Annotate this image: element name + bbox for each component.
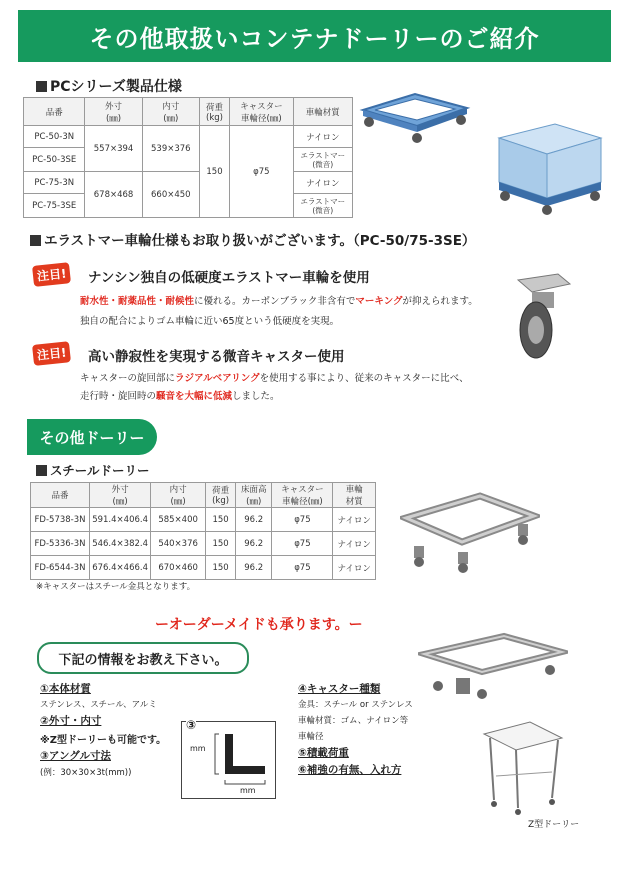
cell-material: ナイロン [333,556,376,580]
cell-material: エラストマー (微音) [293,148,352,172]
th-load: 荷重 (kg) [199,98,229,126]
cell-height: 96.2 [236,556,272,580]
container-on-dolly-image [495,120,605,215]
square-bullet-icon [36,465,47,476]
feature1-badge: 注目! [33,264,70,285]
feature2-heading: 高い静寂性を実現する微音キャスター使用 [88,349,345,365]
th-outer: 外寸 (㎜) [90,483,151,508]
feature1-heading: ナンシン独自の低硬度エラストマー車輪を使用 [88,270,370,286]
th-inner: 内寸 (㎜) [151,483,206,508]
cell-height: 96.2 [236,508,272,532]
table-row [31,532,376,556]
th-height: 床面高 (㎜) [236,483,272,508]
z-type-caption: Z型ドーリー [528,820,580,830]
cell-outer: 676.4×466.4 [90,556,151,580]
item-caster-type: ④キャスター種類 [298,683,381,695]
steel-dolly-image [400,488,540,578]
th-caster: キャスター 車輪径(㎜) [230,98,294,126]
cell-material: ナイロン [293,126,352,148]
steel-dolly-title-text: スチールドーリー [50,463,150,478]
square-bullet-icon [30,235,41,246]
th-material: 車輪 材質 [333,483,376,508]
order-made-heading: ーオーダーメイドも承ります。ー [155,617,363,633]
page-banner: その他取扱いコンテナドーリーのご紹介 [18,10,611,62]
cell-material: エラストマー (微音) [293,194,352,218]
z-type-dolly-image [478,716,568,816]
feature2-badge: 注目! [33,343,70,364]
cell-material: ナイロン [333,532,376,556]
cell-inner: 540×376 [151,532,206,556]
cell-caster: φ75 [272,508,333,532]
item-reinforcement: ⑥補強の有無、入れ方 [298,764,402,776]
cell-inner: 539×376 [142,126,199,172]
caster-note: ※キャスターはスチール金具となります。 [36,582,196,592]
other-dollies-label: その他ドーリー [27,419,157,455]
square-bullet-icon [36,81,47,92]
item-material-detail: ステンレス、スチール、アルミ [40,700,157,710]
cell-caster: φ75 [272,532,333,556]
table-row [31,508,376,532]
th-outer: 外寸 (㎜) [85,98,142,126]
angle-shape-icon [195,728,275,788]
feature1-line1: 耐水性・耐薬品性・耐候性に優れる。カーボンブラック非含有でマーキングが抑えられます。 [80,296,478,307]
cell-code: PC-75-3SE [24,194,85,218]
elastomer-title-text: エラストマー車輪仕様もお取り扱いがございます。（PC-50/75-3SE） [44,233,476,249]
th-code: 品番 [24,98,85,126]
angle-mm-vertical: mm [190,744,206,753]
cell-code: PC-75-3N [24,172,85,194]
cell-outer: 557×394 [85,126,142,172]
th-material: 車輪材質 [293,98,352,126]
angle-mm-horizontal: mm [240,786,256,795]
cell-outer: 591.4×406.4 [90,508,151,532]
item-angle: ③アングル寸法 [40,750,111,762]
cell-code: PC-50-3SE [24,148,85,172]
item-angle-detail: (例：30×30×3t(mm)) [40,768,132,778]
cell-code: FD-5738-3N [31,508,90,532]
pc-series-title-text: PCシリーズ製品仕様 [50,79,182,95]
cell-material: ナイロン [293,172,352,194]
caster-image [496,270,576,360]
cell-code: FD-5336-3N [31,532,90,556]
cell-load: 150 [199,126,229,218]
cell-load: 150 [206,532,236,556]
elastomer-title [30,229,475,249]
cell-material: ナイロン [333,508,376,532]
cell-load: 150 [206,556,236,580]
th-load: 荷重 (kg) [206,483,236,508]
cell-outer: 546.4×382.4 [90,532,151,556]
cell-outer: 678×468 [85,172,142,218]
item-load: ⑤積載荷重 [298,747,349,759]
th-inner: 内寸 (㎜) [142,98,199,126]
pc-spec-table [23,97,353,218]
steel-dolly-title [36,461,150,479]
pc-series-title [36,76,182,96]
cell-caster: φ75 [272,556,333,580]
feature2-line1: キャスターの旋回部にラジアルベアリングを使用する事により、従来のキャスターに比べ、 [80,373,469,384]
angle-diagram-number: ③ [186,718,197,732]
cell-inner: 660×450 [142,172,199,218]
cell-inner: 585×400 [151,508,206,532]
item-caster-fitting: 金具：スチール or ステンレス [298,700,413,710]
cell-code: FD-6544-3N [31,556,90,580]
feature2-line2: 走行時・旋回時の騒音を大幅に低減しました。 [80,391,280,402]
info-request-box: 下記の情報をお教え下さい。 [37,642,249,674]
cell-height: 96.2 [236,532,272,556]
cell-code: PC-50-3N [24,126,85,148]
cell-inner: 670×460 [151,556,206,580]
item-size: ②外寸・内寸 [40,715,102,727]
custom-dolly-image [418,632,568,704]
cell-caster: φ75 [230,126,294,218]
cell-load: 150 [206,508,236,532]
item-size-detail: ※Z型ドーリーも可能です。 [40,735,167,746]
item-caster-wheel-diameter: 車輪径 [298,732,324,742]
th-code: 品番 [31,483,90,508]
pc-dolly-image [355,88,475,148]
th-caster: キャスター 車輪径(㎜) [272,483,333,508]
steel-spec-table [30,482,376,580]
item-material: ①本体材質 [40,683,91,695]
table-row [31,556,376,580]
item-caster-wheel-material: 車輪材質：ゴム、ナイロン等 [298,716,409,726]
feature1-line2: 独自の配合によりゴム車輪に近い65度という低硬度を実現。 [80,316,340,327]
